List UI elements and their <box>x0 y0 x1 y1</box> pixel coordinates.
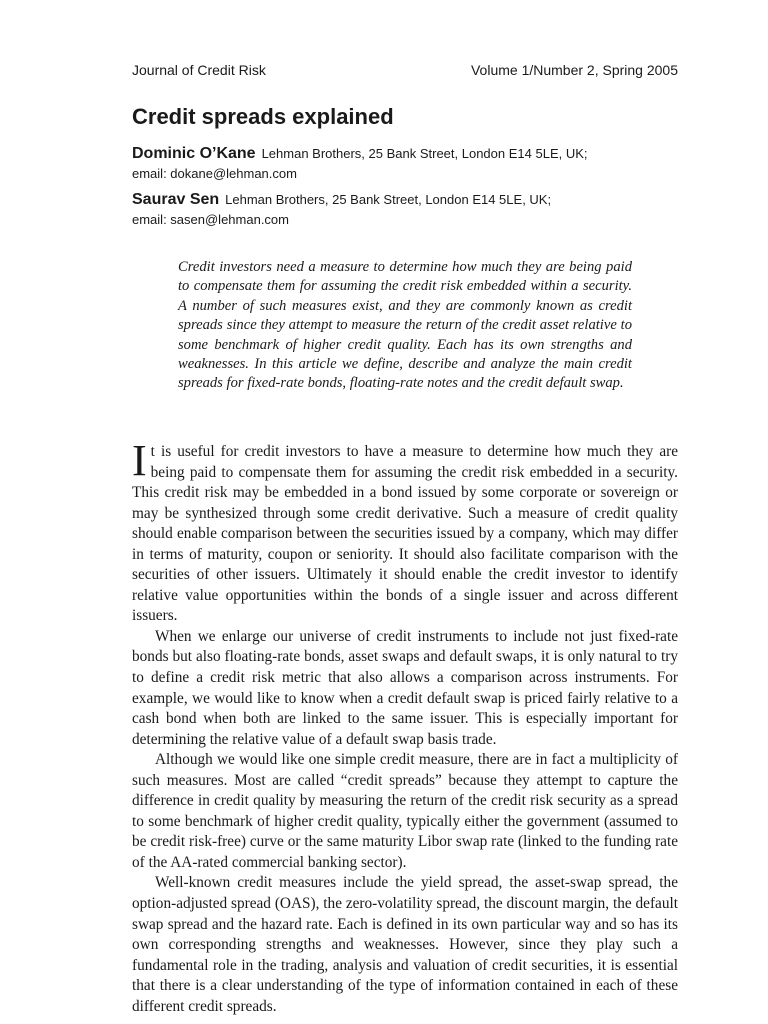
author-name: Saurav Sen <box>132 191 220 208</box>
body-paragraph <box>132 436 678 627</box>
body-paragraph: When we enlarge our universe of credit instruments to include not just fixed-rate bonds but also floating-rate bonds, asset swaps and default swaps, it is only natural to try to define a credit risk metric that also allows a comparison across instruments. For example, we would like to know when a credit default swap is priced fairly relative to a cash bond when both are linked to the same issuer. This is especially important for determining the relative value of a default swap basis trade. <box>132 627 678 748</box>
body-paragraph: Although we would like one simple credit measure, there are in fact a multiplicity of such measures. Most are called “credit spreads” because they attempt to capture the difference in credit quality by measuring the return of the credit risk security as a spread to some benchmark of higher credit quality, typically either the government (assumed to be credit risk-free) curve or the same maturity Libor swap rate (linked to the funding rate of the AA-rated commercial banking sector). <box>132 751 678 871</box>
drop-cap: I <box>132 436 147 485</box>
author-affiliation: Lehman Brothers, 25 Bank Street, London E14 5LE, UK; <box>261 146 588 161</box>
author-name: Dominic O’Kane <box>132 145 256 162</box>
volume-info: Volume 1/Number 2, Spring 2005 <box>470 62 678 78</box>
body-paragraph: Well-known credit measures include the yield spread, the asset-swap spread, the option-adjusted spread (OAS), the zero-volatility spread, the discount margin, the default swap spread and the hazard rate. Each is defined in its own particular way and so has its own corresponding strengths and weaknesses. However, since they play such a fundamental role in the trading, analysis and valuation of credit securities, it is essential that there is a clear understanding of the type of information contained in each of these different credit spreads. <box>132 874 678 1015</box>
paragraph-text: t is useful for credit investors to have a measure to determine how much they are being paid to compensate them for assuming the credit risk embedded in a security. This credit risk may be embedded in a bond issued by some corporate or sovereign or may be synthesized through some credit derivative. Such a measure of credit quality should enable comparison between the securities issued by a company, which may differ in terms of maturity, coupon or seniority. It should also facilitate comparison with the securities of other issuers. Ultimately it should enable the credit investor to identify relative value opportunities within the bonds of a single issuer and across different issuers. <box>132 443 678 625</box>
author-block <box>132 143 678 183</box>
article-title: Credit spreads explained <box>132 104 394 129</box>
author-affiliation: Lehman Brothers, 25 Bank Street, London E14 5LE, UK; <box>225 192 552 207</box>
journal-name: Journal of Credit Risk <box>132 62 266 78</box>
abstract: Credit investors need a measure to determine how much they are being paid to compensate them for assuming the credit risk embedded within a security. A number of such measures exist, and they are commonly known as credit spreads since they attempt to measure the return of the credit asset relative to some benchmark of higher credit quality. Each has its own strengths and weaknesses. In this article we define, describe and analyze the main credit spreads for fixed-rate bonds, floating-rate notes and the credit default swap. <box>178 259 632 392</box>
article-body <box>132 436 678 1017</box>
author-email: email: dokane@lehman.com <box>132 166 297 181</box>
author-block <box>132 189 678 229</box>
author-email: email: sasen@lehman.com <box>132 212 289 227</box>
